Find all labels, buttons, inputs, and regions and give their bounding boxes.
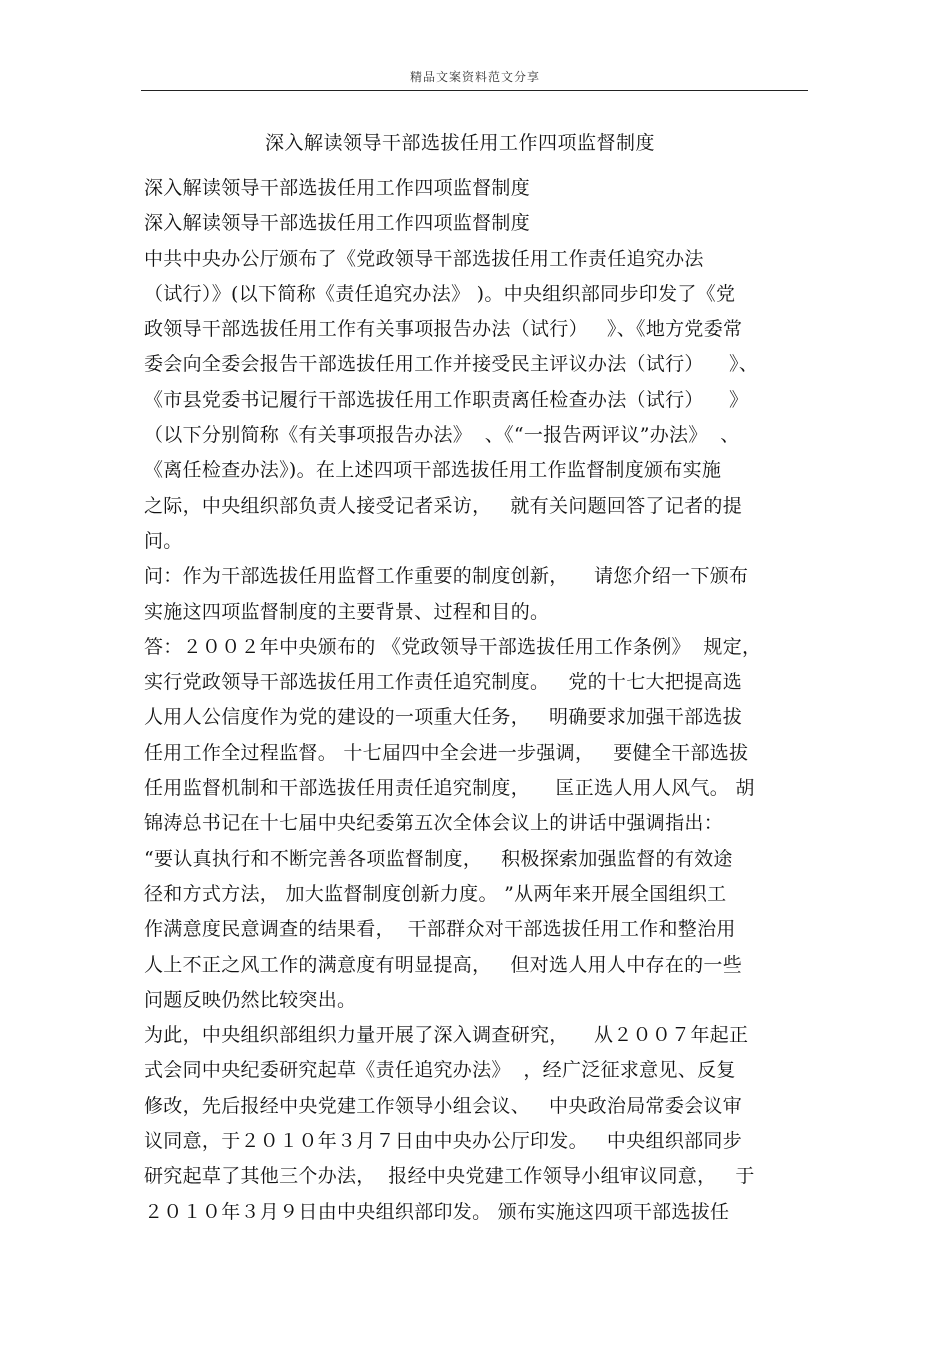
body-line: 议同意，于２０１０年３月７日由中央办公厅印发。 中央组织部同步 bbox=[144, 1130, 743, 1153]
body-line: 研究起草了其他三个办法， 报经中央党建工作领导小组审议同意， 于 bbox=[144, 1165, 755, 1188]
body-line: 答：２００２年中央颁布的 《党政领导干部选拔任用工作条例》 规定， bbox=[144, 635, 762, 658]
body-line: ２０１０年３月９日由中央组织部印发。 颁布实施这四项干部选拔任 bbox=[144, 1200, 730, 1223]
body-line: 委会向全委会报告干部选拔任用工作并接受民主评议办法（试行） 》、 bbox=[144, 353, 759, 376]
body-line: 政领导干部选拔任用工作有关事项报告办法（试行） 》、《地方党委常 bbox=[144, 318, 743, 341]
body-line: 问：作为干部选拔任用监督工作重要的制度创新， 请您介绍一下颁布 bbox=[144, 565, 749, 588]
body-line: 中共中央办公厅颁布了《党政领导干部选拔任用工作责任追究办法 bbox=[144, 247, 704, 270]
body-line: 之际，中央组织部负责人接受记者采访， 就有关问题回答了记者的提 bbox=[144, 494, 743, 517]
page-header: 精品文案资料范文分享 bbox=[409, 70, 540, 84]
document-title: 深入解读领导干部选拔任用工作四项监督制度 bbox=[264, 132, 655, 154]
body-line: 作满意度民意调查的结果看， 干部群众对干部选拔任用工作和整治用 bbox=[144, 918, 736, 941]
body-line: 任用监督机制和干部选拔任用责任追究制度， 匡正选人用人风气。 胡 bbox=[144, 777, 755, 800]
document-body bbox=[144, 171, 814, 1230]
body-line: 实施这四项监督制度的主要背景、过程和目的。 bbox=[144, 600, 550, 623]
body-line: 人上不正之风工作的满意度有明显提高， 但对选人用人中存在的一些 bbox=[144, 953, 743, 976]
body-line: 修改，先后报经中央党建工作领导小组会议、 中央政治局常委会议审 bbox=[144, 1094, 743, 1117]
body-line: 任用工作全过程监督。 十七届四中全会进一步强调， 要健全干部选拔 bbox=[144, 741, 749, 764]
body-line: 《离任检查办法》)。在上述四项干部选拔任用工作监督制度颁布实施 bbox=[144, 459, 722, 482]
body-line: 锦涛总书记在十七届中央纪委第五次全体会议上的讲话中强调指出： bbox=[144, 812, 724, 835]
body-line: “要认真执行和不断完善各项监督制度， 积极探索加强监督的有效途 bbox=[144, 847, 733, 870]
body-line: （以下分别简称《有关事项报告办法》 、《“一报告两评议”办法》 、 bbox=[144, 424, 740, 447]
body-line: 径和方式方法， 加大监督制度创新力度。 ”从两年来开展全国组织工 bbox=[144, 882, 727, 905]
body-line: 问题反映仍然比较突出。 bbox=[144, 988, 357, 1011]
body-line: （试行）》(以下简称《责任追究办法》 )。中央组织部同步印发了《党 bbox=[144, 282, 736, 305]
header-divider bbox=[141, 90, 808, 91]
body-line: 问。 bbox=[144, 529, 183, 552]
body-line: 为此，中央组织部组织力量开展了深入调查研究， 从２００７年起正 bbox=[144, 1024, 749, 1047]
body-line: 式会同中央纪委研究起草《责任追究办法》 ，经广泛征求意见、反复 bbox=[144, 1059, 736, 1082]
body-line: 实行党政领导干部选拔任用工作责任追究制度。 党的十七大把提高选 bbox=[144, 671, 743, 694]
body-line: 深入解读领导干部选拔任用工作四项监督制度 bbox=[144, 177, 531, 199]
body-line: 深入解读领导干部选拔任用工作四项监督制度 bbox=[144, 212, 531, 235]
body-line: 《市县党委书记履行干部选拔任用工作职责离任检查办法（试行） 》 bbox=[144, 388, 749, 411]
body-line: 人用人公信度作为党的建设的一项重大任务， 明确要求加强干部选拔 bbox=[144, 706, 743, 729]
